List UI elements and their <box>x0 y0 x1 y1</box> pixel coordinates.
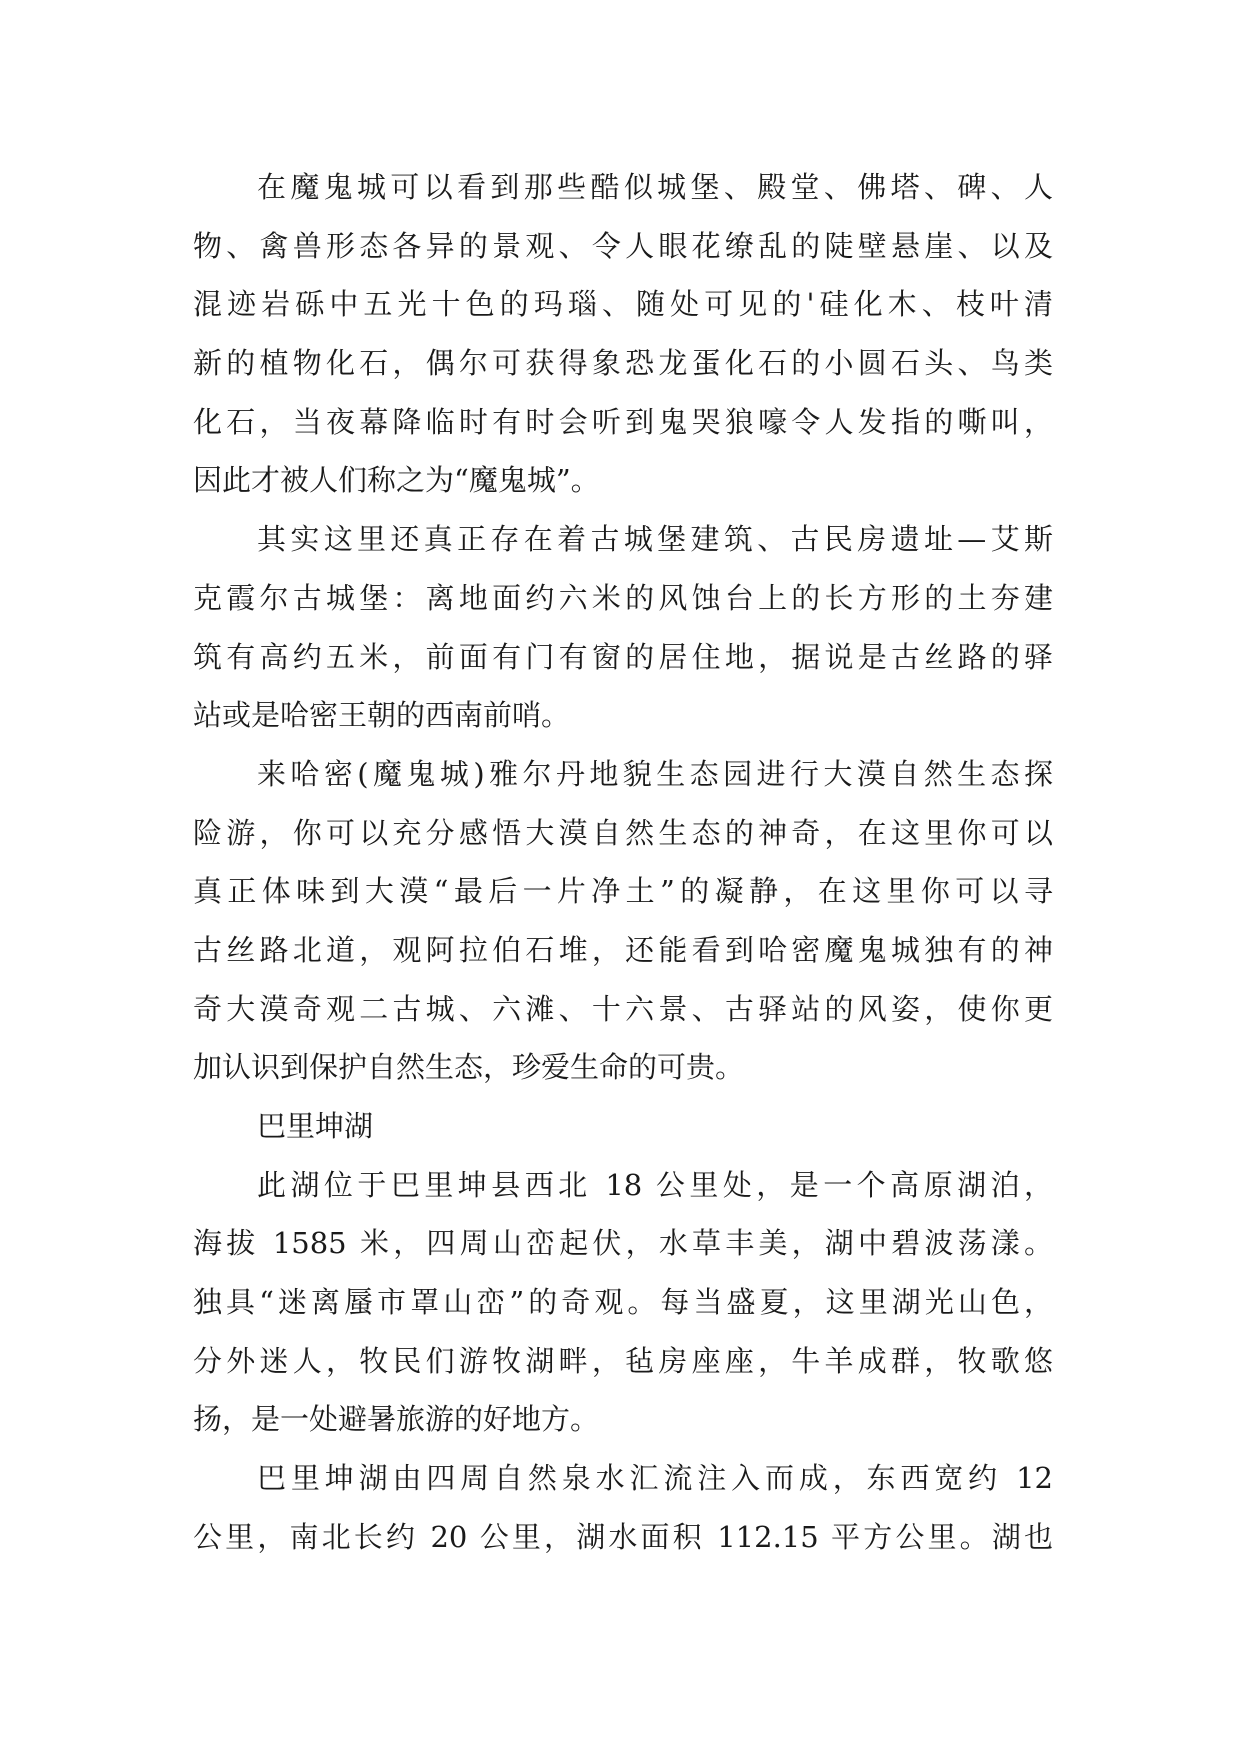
document-page <box>193 158 1053 1567</box>
text-line: 物、禽兽形态各异的景观、令人眼花缭乱的陡壁悬崖、以及 <box>193 228 1053 263</box>
text-line: 古丝路北道，观阿拉伯石堆，还能看到哈密魔鬼城独有的神 <box>193 932 1053 967</box>
text-line: 公里，南北长约 20 公里，湖水面积 112.15 平方公里。湖也 <box>193 1519 1053 1554</box>
paragraph-ghost-city-landscape <box>193 158 1053 510</box>
text-line: 混迹岩砾中五光十色的玛瑙、随处可见的'硅化木、枝叶清 <box>193 287 1053 322</box>
text-line: 独具“迷离蜃市罩山峦”的奇观。每当盛夏，这里湖光山色， <box>193 1285 1053 1320</box>
text-line: 分外迷人，牧民们游牧湖畔，毡房座座，牛羊成群，牧歌悠 <box>193 1343 1053 1378</box>
text-line: 险游，你可以充分感悟大漠自然生态的神奇，在这里你可以 <box>193 815 1053 850</box>
section-heading-barkol-lake <box>193 1097 1053 1156</box>
text-line: 奇大漠奇观二古城、六滩、十六景、古驿站的风姿，使你更 <box>193 991 1053 1026</box>
paragraph-barkol-lake-intro <box>193 1156 1053 1449</box>
text-line: 此湖位于巴里坤县西北 18 公里处，是一个高原湖泊， <box>257 1167 1053 1202</box>
text-line: 其实这里还真正存在着古城堡建筑、古民房遗址—艾斯 <box>257 522 1053 557</box>
text-line: 筑有高约五米，前面有门有窗的居住地，据说是古丝路的驿 <box>193 639 1053 674</box>
text-line: 来哈密(魔鬼城)雅尔丹地貌生态园进行大漠自然生态探 <box>257 756 1053 791</box>
text-line: 站或是哈密王朝的西南前哨。 <box>193 698 571 733</box>
text-line: 新的植物化石，偶尔可获得象恐龙蛋化石的小圆石头、鸟类 <box>193 346 1053 381</box>
text-line: 加认识到保护自然生态，珍爱生命的可贵。 <box>193 1050 745 1085</box>
paragraph-ancient-castle <box>193 510 1053 745</box>
text-line: 克霞尔古城堡：离地面约六米的风蚀台上的长方形的土夯建 <box>193 580 1053 615</box>
section-heading: 巴里坤湖 <box>257 1109 374 1143</box>
text-line: 化石，当夜幕降临时有时会听到鬼哭狼嚎令人发指的嘶叫， <box>193 404 1053 439</box>
paragraph-barkol-lake-formation <box>193 1449 1053 1566</box>
text-line: 在魔鬼城可以看到那些酷似城堡、殿堂、佛塔、碑、人 <box>257 170 1053 204</box>
text-line: 巴里坤湖由四周自然泉水汇流注入而成，东西宽约 12 <box>257 1461 1053 1496</box>
paragraph-yardang-tour <box>193 745 1053 1097</box>
text-line: 海拔 1585 米，四周山峦起伏，水草丰美，湖中碧波荡漾。 <box>193 1226 1053 1261</box>
text-line: 因此才被人们称之为“魔鬼城”。 <box>193 463 600 498</box>
text-line: 扬，是一处避暑旅游的好地方。 <box>193 1402 600 1437</box>
text-line: 真正体味到大漠“最后一片净土”的凝静，在这里你可以寻 <box>193 874 1053 909</box>
